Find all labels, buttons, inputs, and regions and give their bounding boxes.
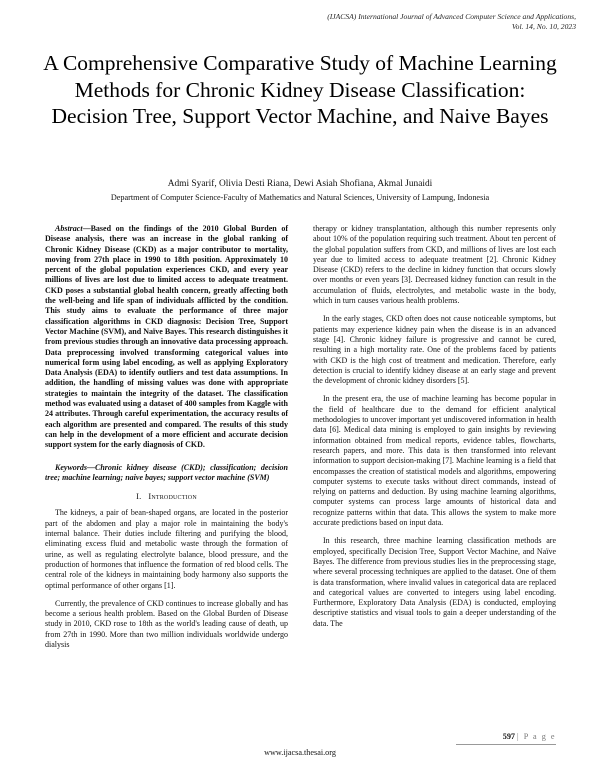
paper-title: A Comprehensive Comparative Study of Machine Learning Methods for Chronic Kidney Disease Classification: Decision Tree, Support Vector Machine, and Naive Bayes [43, 51, 557, 128]
keywords-text: Chronic kidney disease (CKD); classification; decision tree; machine learning; naive bayes; support vector machine (SVM) [45, 462, 288, 482]
abstract-label: Abstract [55, 224, 83, 233]
abstract: Abstract—Based on the findings of the 2010 Global Burden of Disease analysis, there was an increase in the global ranking of Chronic Kidney Disease (CKD) as a major contributor to mortality, moving from 27th place in 1990 to 18th position. Approximately 10 percent of the global population experiences CKD, and every year millions of lives are lost due to limited access to adequate treatment. CKD poses a substantial global health concern, greatly affecting both the well-being and life span of individuals afflicted by the condition. This study aims to evaluate the performance of three major classification algorithms in CKD diagnosis: Decision Tree, Support Vector Machine (SVM), and Naïve Bayes. This research distinguishes it from previous studies through an innovative data processing approach. Data preprocessing involved transforming categorical values into numerical form using label encoding, as well as applying Exploratory Data Analysis (EDA) to identify outliers and test data assumptions. In addition, the handling of missing values was done with appropriate strategies to maintain the integrity of the dataset. The classification method was evaluated using a dataset of 400 samples from Kaggle with 24 attributes. Through careful experimentation, the accuracy results of each algorithm are presented and compared. The results of this study can help in the development of a more efficient and accurate decision support system for the early diagnosis of CKD. [45, 224, 288, 450]
abstract-text: Based on the findings of the 2010 Global Burden of Disease analysis, there was an increase in the global ranking of Chronic Kidney Disease (CKD) as a major contributor to mortality, moving from 27th place in 1990 to 18th position. Approximately 10 percent of the global population experiences CKD, and every year millions of lives are lost due to limited access to adequate treatment. CKD poses a substantial global health concern, greatly affecting both the well-being and life span of individuals afflicted by the condition. This study aims to evaluate the performance of three major classification algorithms in CKD diagnosis: Decision Tree, Support Vector Machine (SVM), and Naïve Bayes. This research distinguishes it from previous studies through an innovative data processing approach. Data preprocessing involved transforming categorical values into numerical form using label encoding, as well as applying Exploratory Data Analysis (EDA) to identify outliers and test data assumptions. In addition, the handling of missing values was done with appropriate strategies to maintain the integrity of the dataset. The classification method was evaluated using a dataset of 400 samples from Kaggle with 24 attributes. Through careful experimentation, the accuracy results of each algorithm are presented and compared. The results of this study can help in the development of a more efficient and accurate decision support system for the early diagnosis of CKD. [45, 224, 288, 450]
author-list: Admi Syarif, Olivia Desti Riana, Dewi Asiah Shofiana, Akmal Junaidi [167, 179, 433, 189]
paragraph: Currently, the prevalence of CKD continues to increase globally and has become a serious health problem. Based on the Global Burden of Disease study in 2010, CKD rose to 18th as the world's leading cause of death, up from 27th in 1990. More than two million individuals worldwide undergo dialysis [45, 598, 288, 649]
paragraph: In the present era, the use of machine learning has become popular in the field of healthcare due to the demand for efficient analytical methodologies to uncover important yet undiscovered information in health data [6]. Medical data mining is employed to gain insights by reviewing information obtained from medical reports, evidence tables, flowcharts, research papers, and more. This data is then transformed into relevant information to support decision-making [7]. Machine learning is a field that encompasses the creation of statistical models and algorithms, empowering computer systems to execute tasks without direct commands, instead of relying on patterns and deduction. By using machine learning algorithms, computer systems can process large amounts of historical data and recognize patterns within that data. This allows the system to make more accurate predictions based on input data. [313, 394, 556, 528]
page-number-rule [456, 744, 556, 745]
section-title: Introduction [148, 492, 197, 502]
paragraph: In this research, three machine learning classification methods are employed, specifically Decision Tree, Support Vector Machine, and Naïve Bayes. The difference from previous studies lies in the preprocessing stage, where several processing techniques are applied to the dataset. One of them is data transformation, where invalid values in categorical data are replaced and categorical values are converted to integers using label encoding. Furthermore, Exploratory Data Analysis (EDA) is conducted, employing descriptive statistics and visual tools to gain a deeper understanding of the data. The [313, 536, 556, 628]
section-heading [45, 492, 288, 502]
paragraph: In the early stages, CKD often does not cause noticeable symptoms, but patients may experience kidney pain when the disease is in an advanced stage [4]. Chronic kidney failure is progressive and cannot be cured, resulting in a high mortality rate. One of the problems faced by patients with CKD is the high cost of treatment and medication. Therefore, early detection is crucial to identify kidney disease at an early stage and prevent the development of chronic kidney disorders [5]. [313, 314, 556, 386]
journal-volume: Vol. 14, No. 10, 2023 [511, 22, 576, 31]
paragraph: The kidneys, a pair of bean-shaped organs, are located in the posterior part of the abdomen and play a major role in maintaining the body's internal balance. Their duties include filtering and purifying the blood, eliminating excess fluid and metabolic waste through the formation of urine, as well as regulating electrolyte balance, blood pressure, and the production of hormones that influence the formation of red blood cells. The central role of the kidneys in maintaining body harmony also supports the optimal performance of other organs [1]. [45, 508, 288, 590]
page-word: | P a g e [517, 732, 556, 741]
section-number: I. [136, 492, 142, 502]
keywords: Keywords—Chronic kidney disease (CKD); classification; decision tree; machine learning; naive bayes; support vector machine (SVM) [45, 462, 288, 482]
journal-name: (IJACSA) International Journal of Advanced Computer Science and Applications, [327, 12, 576, 21]
page-number-value: 597 [502, 732, 515, 741]
footer-url: www.ijacsa.thesai.org [264, 748, 336, 757]
running-header [176, 12, 576, 32]
page-number [440, 732, 556, 741]
right-column [313, 224, 556, 637]
author-affiliation: Department of Computer Science-Faculty of Mathematics and Natural Sciences, University of Lampung, Indonesia [110, 193, 490, 202]
keywords-label: Keywords [55, 462, 87, 472]
left-column [45, 224, 288, 658]
paragraph: therapy or kidney transplantation, although this number represents only about 10% of the population requiring such treatment. About ten percent of the global population suffers from CKD, and millions of lives are lost each year due to limited access to adequate treatment [2]. Chronic Kidney Disease (CKD) refers to the decline in kidney function that occurs slowly over months or even years [3]. Decreased kidney function can result in the accumulation of fluids, electrolytes, and metabolic waste in the body, which in turn causes various health problems. [313, 224, 556, 306]
